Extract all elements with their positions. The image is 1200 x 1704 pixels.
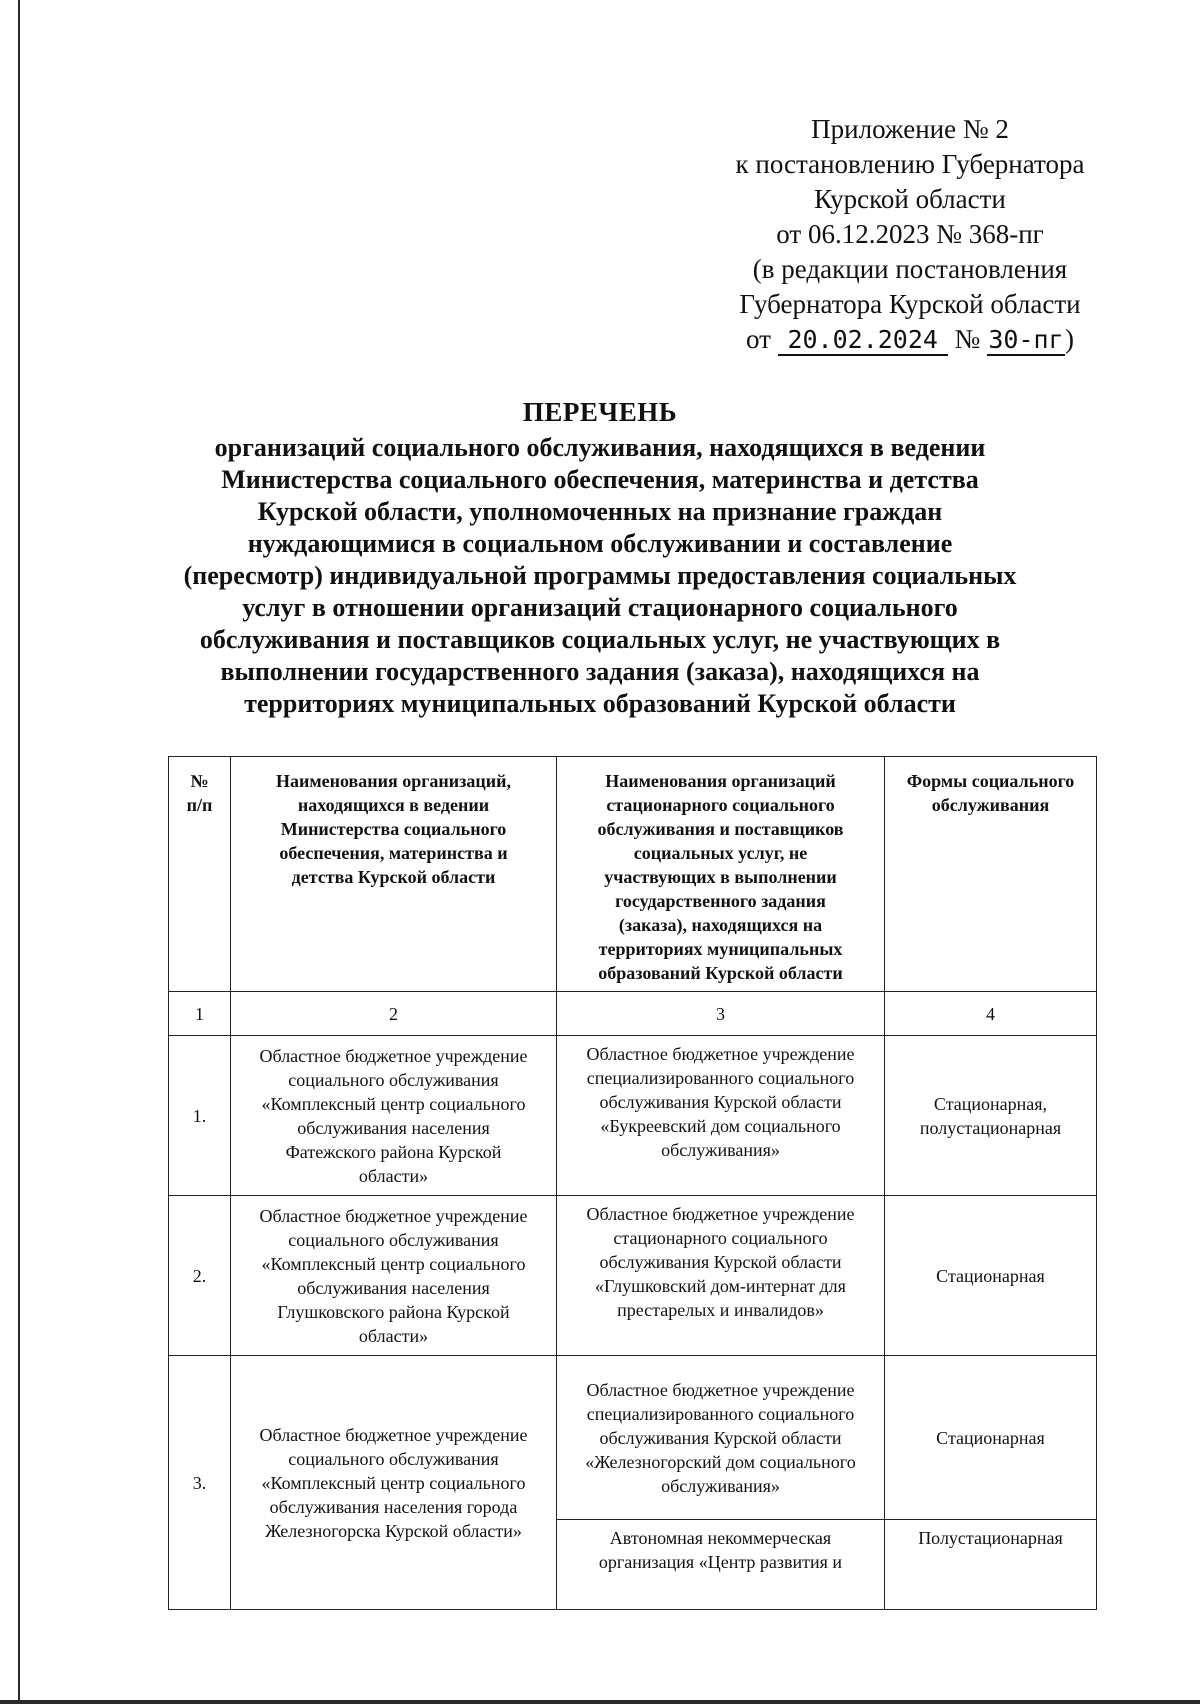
index-cell: 3 xyxy=(557,992,885,1036)
appendix-line: от 06.12.2023 № 368-пг xyxy=(776,219,1044,249)
appendix-line: Губернатора Курской области xyxy=(739,289,1081,319)
sig-number: 30-пг xyxy=(988,325,1064,354)
title-line: нуждающимися в социальном обслуживании и составление xyxy=(247,529,953,558)
title-main: ПЕРЕЧЕНЬ xyxy=(522,397,678,427)
row-form: Стационарная xyxy=(885,1196,1097,1356)
header-cell-number: № п/п xyxy=(169,757,231,992)
title-line: выполнении государственного задания (заказа), находящихся на xyxy=(220,657,980,686)
title-line: (пересмотр) индивидуальной программы предоставления социальных xyxy=(183,561,1017,590)
title-line: обслуживания и поставщиков социальных услуг, не участвующих в xyxy=(199,625,1001,654)
index-cell: 1 xyxy=(169,992,231,1036)
sig-date: 20.02.2024 xyxy=(778,326,948,356)
index-cell: 2 xyxy=(231,992,557,1036)
appendix-line: к постановлению Губернатора xyxy=(735,149,1085,179)
amendment-signature-line xyxy=(700,322,1120,357)
title-line: территориях муниципальных образований Курской области xyxy=(244,689,956,718)
sig-prefix: от xyxy=(746,324,771,354)
table-header-row xyxy=(169,757,1097,992)
title-line: Министерства социального обеспечения, материнства и детства xyxy=(221,465,979,494)
table-row xyxy=(169,1356,1097,1520)
sig-no-label: № xyxy=(954,324,981,354)
scan-edge-bottom xyxy=(0,1700,1200,1704)
index-cell: 4 xyxy=(885,992,1097,1036)
title-line: Курской области, уполномоченных на признание граждан xyxy=(257,497,943,526)
appendix-header xyxy=(700,112,1120,357)
row-number: 1. xyxy=(169,1036,231,1196)
appendix-line: (в редакции постановления xyxy=(752,254,1068,284)
row-form: Полустационарная xyxy=(885,1520,1097,1610)
appendix-line: Курской области xyxy=(814,184,1006,214)
row-provider: Автономная некоммерческая организация «Центр развития и xyxy=(557,1520,885,1610)
scan-edge-left xyxy=(18,0,20,1704)
table-row xyxy=(169,1196,1097,1356)
table-index-row xyxy=(169,992,1097,1036)
table-row xyxy=(169,1036,1097,1196)
title-line: услуг в отношении организаций стационарного социального xyxy=(242,593,958,622)
row-number: 2. xyxy=(169,1196,231,1356)
organizations-table xyxy=(168,756,1097,1610)
appendix-line: Приложение № 2 xyxy=(811,114,1009,144)
row-form: Стационарная, полустационарная xyxy=(885,1036,1097,1196)
row-number: 3. xyxy=(169,1356,231,1610)
row-provider: Областное бюджетное учреждение специализированного социального обслуживания Курской области «Букреевский дом социального обслуживания» xyxy=(557,1036,885,1196)
header-cell-org: Наименования организаций, находящихся в ведении Министерства социального обеспечения, материнства и детства Курской области xyxy=(231,757,557,992)
header-cell-provider: Наименования организаций стационарного социального обслуживания и поставщиков социальных услуг, не участвующих в выполнении государственного задания (заказа), находящихся на территориях муниципальных образований Курской области xyxy=(557,757,885,992)
header-cell-form: Формы социального обслуживания xyxy=(885,757,1097,992)
sig-close: ) xyxy=(1064,324,1074,354)
row-form: Стационарная xyxy=(885,1356,1097,1520)
row-provider: Областное бюджетное учреждение специализированного социального обслуживания Курской области «Железногорский дом социального обслуживания» xyxy=(557,1356,885,1520)
row-provider: Областное бюджетное учреждение стационарного социального обслуживания Курской области «Глушковский дом-интернат для престарелых и инвалидов» xyxy=(557,1196,885,1356)
row-org: Областное бюджетное учреждение социального обслуживания «Комплексный центр социального обслуживания населения Фатежского района Курской области» xyxy=(231,1036,557,1196)
document-title xyxy=(140,396,1060,720)
title-line: организаций социального обслуживания, находящихся в ведении xyxy=(214,433,986,462)
row-org: Областное бюджетное учреждение социального обслуживания «Комплексный центр социального обслуживания населения Глушковского района Курской области» xyxy=(231,1196,557,1356)
row-org: Областное бюджетное учреждение социального обслуживания «Комплексный центр социального обслуживания населения города Железногорска Курской области» xyxy=(231,1356,557,1610)
